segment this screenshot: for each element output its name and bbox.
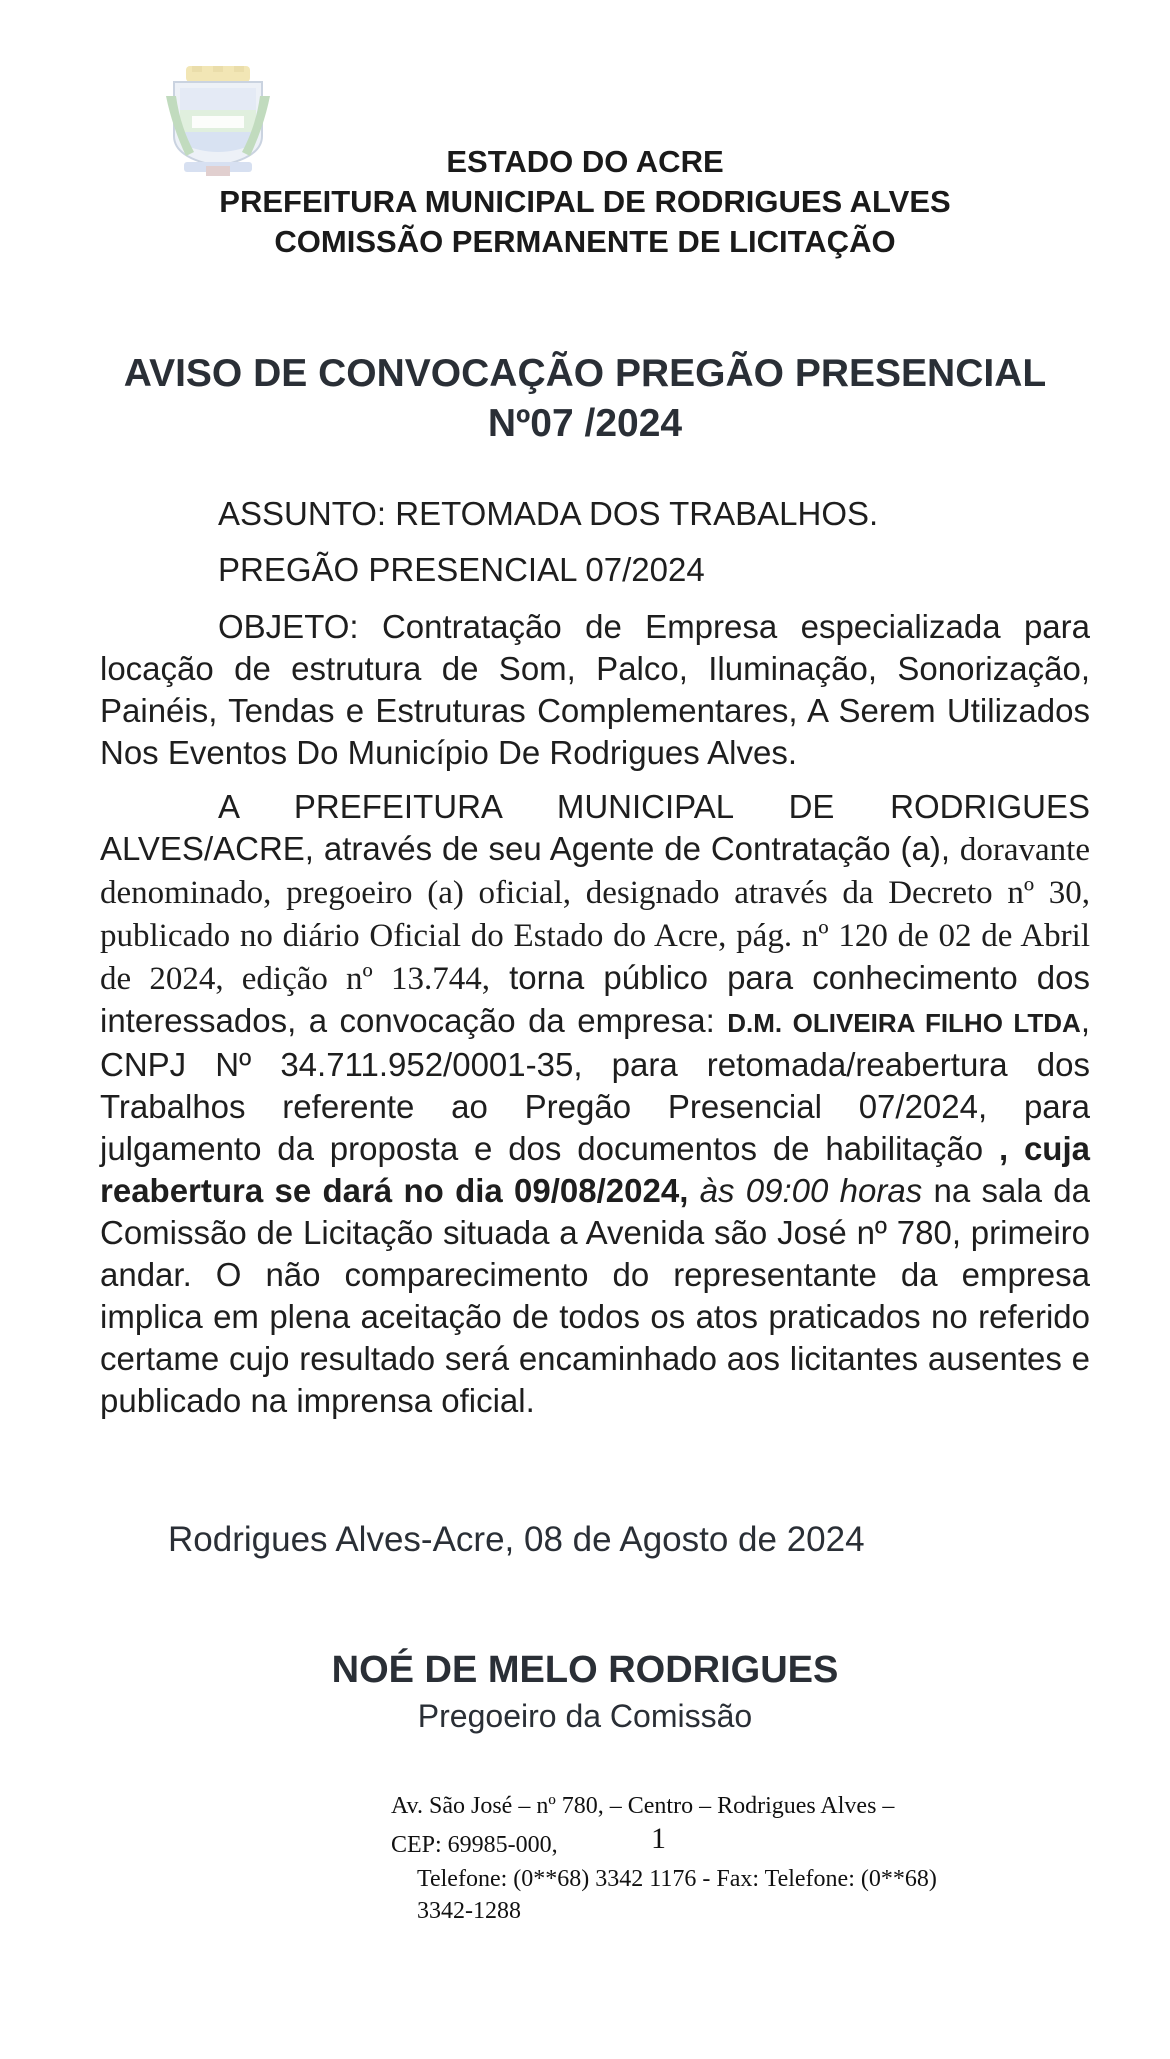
objeto-paragraph: OBJETO: Contratação de Empresa especializada para locação de estrutura de Som, Palco, Iluminação, Sonorização, Painéis, Tendas e Estruturas Complementares, A Serem Utilizados Nos Eventos Do Município De Rodrigues Alves. (100, 608, 1090, 771)
assunto-line: ASSUNTO: RETOMADA DOS TRABALHOS. (218, 495, 879, 532)
notice-number: Nº07 /2024 (487, 402, 683, 445)
body-paragraph (100, 786, 1090, 1422)
pregao-line: PREGÃO PRESENCIAL 07/2024 (218, 551, 705, 588)
body-text-1: A PREFEITURA MUNICIPAL DE RODRIGUES ALVES/ACRE, através de seu Agente de Contratação (a), (100, 788, 1090, 867)
page-number: 1 (651, 1822, 666, 1855)
header-commission: COMISSÃO PERMANENTE DE LICITAÇÃO (274, 224, 896, 259)
header-state: ESTADO DO ACRE (446, 144, 724, 179)
reopening-date: , cuja reabertura se dará no dia 09/08/2024, (100, 1130, 1090, 1209)
footer-cep: CEP: 69985-000, (391, 1832, 558, 1858)
body-text-3: torna público para conhecimento dos interessados, a convocação da empresa: (100, 959, 1090, 1039)
signatory-name: NOÉ DE MELO RODRIGUES (331, 1649, 839, 1691)
signatory-role: Pregoeiro da Comissão (417, 1698, 753, 1734)
body-text-4: , CNPJ Nº 34.711.952/0001-35, para retomada/reabertura dos Trabalhos referente ao Pregão Presencial 07/2024, para julgamento da proposta e dos documentos de habilitação (100, 1002, 1090, 1167)
body-text-serif: doravante denominado, pregoeiro (a) oficial, designado através da Decreto nº 30, publicado no diário Oficial do Estado do Acre, pág. nº 120 de 02 de Abril de 2024, edição nº 13.744, (100, 832, 1090, 997)
notice-title: AVISO DE CONVOCAÇÃO PREGÃO PRESENCIAL (123, 352, 1047, 395)
header-prefecture: PREFEITURA MUNICIPAL DE RODRIGUES ALVES (219, 184, 951, 219)
footer-phone: Telefone: (0**68) 3342 1176 - Fax: Telefone: (0**68) (417, 1866, 937, 1892)
company-name: D.M. OLIVEIRA FILHO LTDA (727, 1008, 1081, 1038)
footer-address: Av. São José – nº 780, – Centro – Rodrigues Alves – (391, 1793, 895, 1819)
body-text-5: na sala da Comissão de Licitação situada a Avenida são José nº 780, primeiro andar. O não comparecimento do representante da empresa implica em plena aceitação de todos os atos praticados no referido certame cujo resultado será encaminhado aos licitantes ausentes e publicado na imprensa oficial. (100, 1172, 1090, 1419)
footer-phone-continued: 3342-1288 (417, 1898, 521, 1924)
date-line: Rodrigues Alves-Acre, 08 de Agosto de 2024 (168, 1520, 865, 1559)
reopening-time: às 09:00 horas (688, 1172, 923, 1209)
